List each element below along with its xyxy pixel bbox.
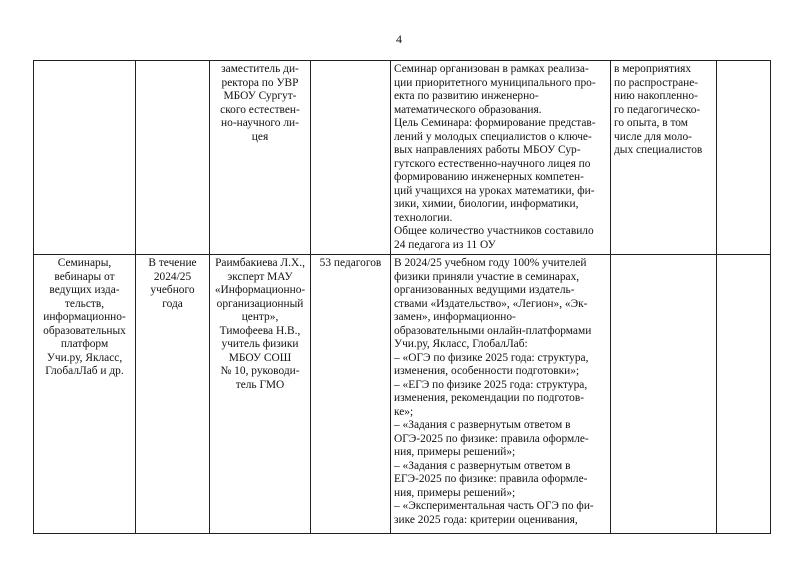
responsible-cell: заместитель ди- ректора по УВР МБОУ Сургут- ского естествен- но-научного ли- цея [210, 61, 311, 255]
page-number: 4 [396, 32, 402, 46]
result-cell: в мероприятиях по распростране- нию накопленно- го педагогическо- го опыта, в том числе для моло- дых специалистов [611, 61, 717, 255]
result-cell [611, 255, 717, 534]
event-cell [34, 61, 136, 255]
description-cell: В 2024/25 учебном году 100% учителей физики приняли участие в семинарах, организованных ведущими издатель- ствами «Издательство», «Легион», «Эк- замен», информационно- образовательными онлайн-платформами Учи.ру, Якласс, ГлобалЛаб: – «ОГЭ по физике 2025 года: структура, изменения, особенности подготовки»; – «ЕГЭ по физике 2025 года: структура, изменения, рекомендации по подготов- ке»; – «Задания с развернутым ответом в ОГЭ-2025 по физике: правила оформле- ния, примеры решений»; – «Задания с развернутым ответом в ЕГЭ-2025 по физике: правила оформле- ния, примеры решений»; – «Экспериментальная часть ОГЭ по фи- зике 2025 года: критерии оценивания, [391, 255, 611, 534]
period-cell: В течение 2024/25 учебного года [136, 255, 210, 534]
participants-cell [311, 61, 391, 255]
responsible-cell: Раимбакиева Л.Х., эксперт МАУ «Информационно- организационный центр», Тимофеева Н.В., учитель физики МБОУ СОШ № 10, руководи- тель ГМО [210, 255, 311, 534]
description-cell: Семинар организован в рамках реализа- ции приоритетного муниципального про- екта по развитию инженерно- математического образования. Цель Семинара: формирование представ- лений у молодых специалистов о ключе- вых направлениях работы МБОУ Сур- гутского естественно-научного лицея по формированию инженерных компетен- ций учащихся на уроках математики, фи- зики, химии, биологии, информатики, технологии. Общее количество участников составило 24 педагога из 11 ОУ [391, 61, 611, 255]
table-row [34, 61, 771, 255]
note-cell [717, 61, 771, 255]
event-cell: Семинары, вебинары от ведущих изда- тельств, информационно- образовательных платформ Учи.ру, Якласс, ГлобалЛаб и др. [34, 255, 136, 534]
note-cell [717, 255, 771, 534]
period-cell [136, 61, 210, 255]
participants-cell: 53 педагогов [311, 255, 391, 534]
table-row [34, 255, 771, 534]
report-table [33, 60, 771, 534]
